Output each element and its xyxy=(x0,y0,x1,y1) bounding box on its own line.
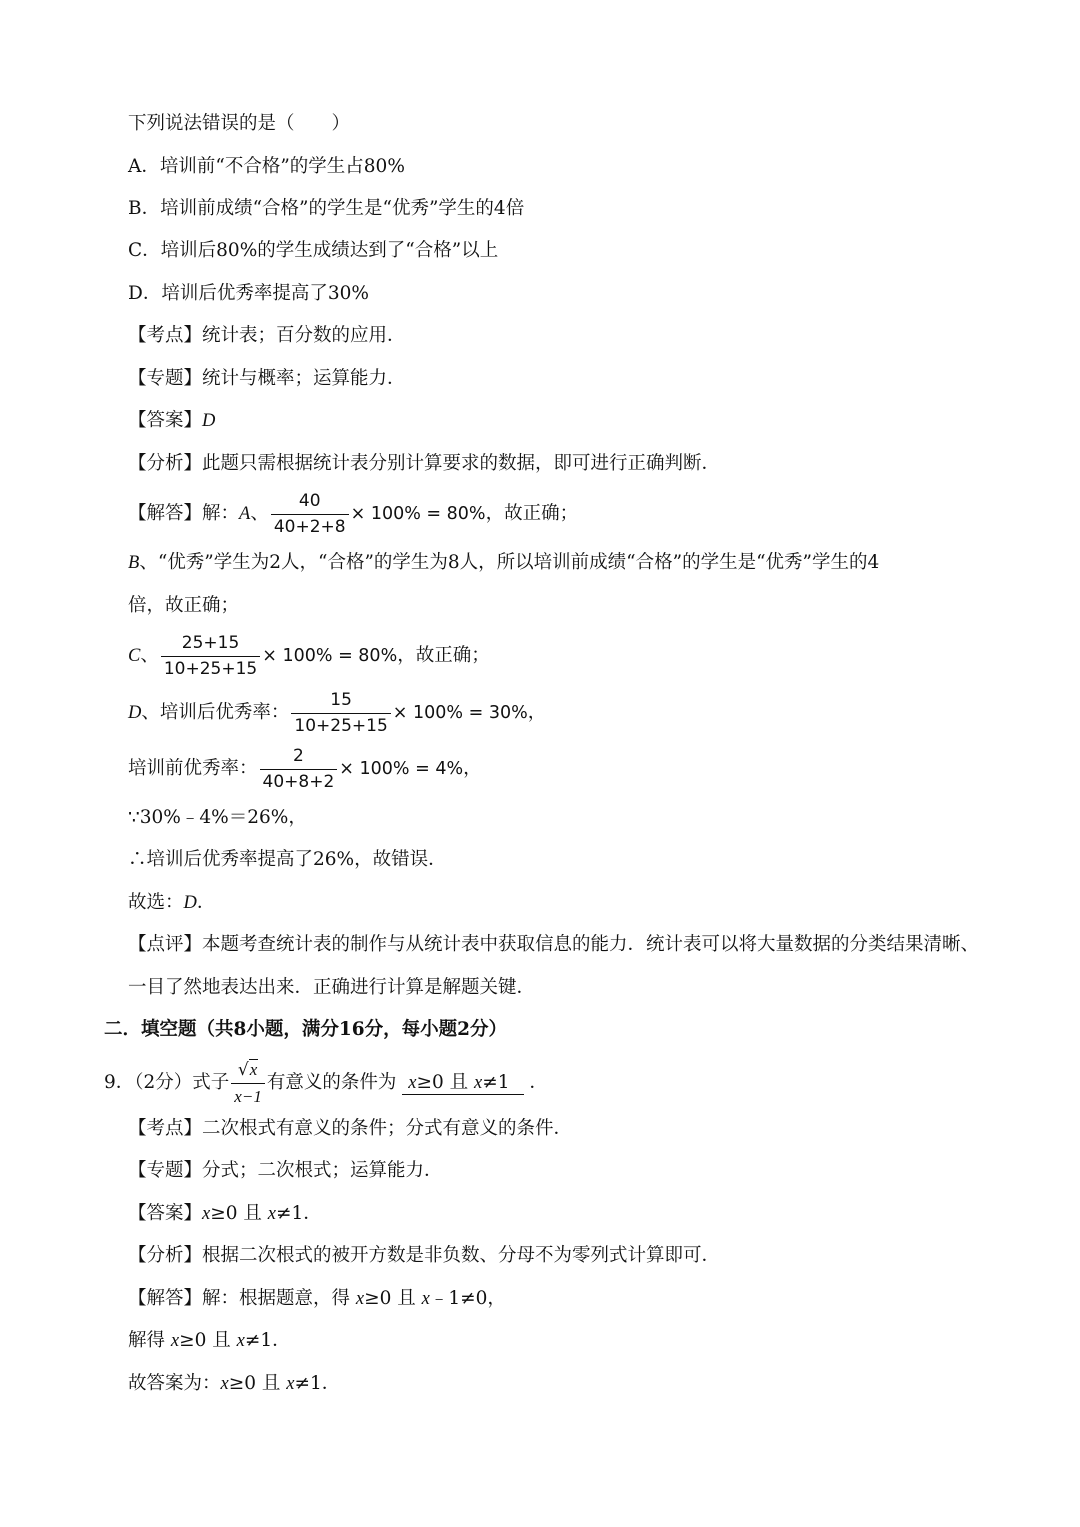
solution-a xyxy=(128,490,578,538)
variable: x xyxy=(236,1331,245,1351)
final-label: 故答案为： xyxy=(128,1373,221,1394)
punctuation: ， xyxy=(527,702,547,723)
solution xyxy=(128,1287,506,1311)
variable: x xyxy=(474,1073,483,1093)
solution-pre xyxy=(128,745,482,793)
answer xyxy=(128,409,215,433)
option-b: B．培训前成绩“合格”的学生是“优秀”学生的4倍 xyxy=(128,198,525,219)
solution-c xyxy=(128,632,490,680)
answer-label: 【答案】 xyxy=(128,1203,203,1224)
variable: x xyxy=(202,1204,211,1224)
solution-b-text: 、“优秀”学生为2人，“合格”的学生为8人，所以培训前成绩“合格”的学生是“优秀”学生的4 xyxy=(139,552,880,573)
therefore-line: ∴培训后优秀率提高了26%，故错误． xyxy=(128,849,447,870)
separator: 、 xyxy=(140,645,159,666)
solution-b-line2: 倍，故正确； xyxy=(128,595,240,616)
solution-text: ﹣1≠0， xyxy=(429,1288,506,1309)
answer-blank xyxy=(402,1072,523,1095)
conclusion: ，故正确； xyxy=(485,503,579,524)
analysis: 【分析】此题只需根据统计表分别计算要求的数据，即可进行正确判断． xyxy=(128,453,721,474)
punctuation: ， xyxy=(463,758,482,779)
answer-text: ≠1． xyxy=(276,1203,322,1224)
comment-line1: 【点评】本题考查统计表的制作与从统计表中获取信息的能力．统计表可以将大量数据的分类结果清晰、 xyxy=(128,934,980,955)
zhuanti: 【专题】分式；二次根式；运算能力． xyxy=(128,1160,443,1181)
answer-value: D xyxy=(202,411,216,431)
option-c: C．培训后80%的学生成绩达到了“合格”以上 xyxy=(128,240,499,261)
fraction-denominator: 40+2+8 xyxy=(273,516,346,537)
radicand: x xyxy=(249,1060,258,1079)
solved-text: ≥0 且 xyxy=(179,1330,237,1351)
kaodian: 【考点】统计表；百分数的应用． xyxy=(128,325,406,346)
solution-text: ≥0 且 xyxy=(364,1288,422,1309)
choose-label: 故选： xyxy=(128,892,184,913)
variable: x xyxy=(408,1073,417,1093)
var-a: A xyxy=(239,504,251,524)
solution-label: 【解答】解： xyxy=(128,503,240,524)
choose-value: D xyxy=(183,893,197,913)
sqrt-icon: √ xyxy=(237,1060,249,1080)
variable: x xyxy=(421,1289,430,1309)
variable: x xyxy=(267,1204,276,1224)
analysis: 【分析】根据二次根式的被开方数是非负数、分母不为零列式计算即可． xyxy=(128,1245,721,1266)
fraction-a xyxy=(271,491,349,538)
kaodian: 【考点】二次根式有意义的条件；分式有意义的条件． xyxy=(128,1118,573,1139)
fraction-numerator xyxy=(231,1059,265,1084)
answer-text: ≥0 且 xyxy=(210,1203,268,1224)
separator: 、 xyxy=(250,503,269,524)
solution-d xyxy=(128,689,546,737)
final-answer-line xyxy=(128,1372,340,1396)
option-d: D．培训后优秀率提高了30% xyxy=(128,283,369,304)
answer xyxy=(128,1202,322,1226)
fraction-denominator: 40+8+2 xyxy=(262,771,335,792)
solution-d-text: 、培训后优秀率： xyxy=(141,702,290,723)
section-title: 二．填空题（共8小题，满分16分，每小题2分） xyxy=(104,1019,507,1040)
fraction-pre xyxy=(260,746,338,793)
equation: × 100% = 4% xyxy=(339,759,464,779)
equation: × 100% = 30% xyxy=(392,703,528,723)
variable: x xyxy=(220,1374,229,1394)
var-b: B xyxy=(128,553,140,573)
fraction-denominator: 10+25+15 xyxy=(294,715,388,736)
question-suffix: 有意义的条件为 xyxy=(266,1072,397,1093)
period: ． xyxy=(529,1072,548,1093)
variable: x xyxy=(170,1331,180,1351)
equation: × 100% = 80% xyxy=(350,504,486,524)
option-a: A．培训前“不合格”的学生占80% xyxy=(128,156,405,177)
punctuation: ． xyxy=(196,892,216,913)
question-9-stem xyxy=(104,1057,548,1109)
comment-line2: 一目了然地表达出来．正确进行计算是解题关键． xyxy=(128,977,536,998)
final-text: ≠1． xyxy=(294,1373,341,1394)
solved-label: 解得 xyxy=(128,1330,171,1351)
fraction-numerator: 15 xyxy=(291,690,390,714)
answer-label: 【答案】 xyxy=(128,410,203,431)
equation: × 100% = 80% xyxy=(262,646,398,666)
variable: x xyxy=(286,1374,295,1394)
answer-text: ≥0 且 xyxy=(416,1072,474,1093)
conclusion: ，故正确； xyxy=(397,645,490,666)
fraction-numerator: 40 xyxy=(271,491,349,515)
fraction-d xyxy=(291,690,390,737)
var-c: C xyxy=(128,646,141,666)
zhuanti: 【专题】统计与概率；运算能力． xyxy=(128,368,406,389)
question-prefix: 9．（2分）式子 xyxy=(104,1072,230,1093)
fraction-sqrt xyxy=(231,1059,265,1107)
fraction-denominator: x−1 xyxy=(234,1087,262,1106)
because-line: ∵30%﹣4%＝26%， xyxy=(128,807,307,828)
answer-text: ≠1 xyxy=(482,1072,510,1093)
variable: x xyxy=(355,1289,365,1309)
solution-pre-text: 培训前优秀率： xyxy=(128,758,258,779)
solved-text: ≠1． xyxy=(244,1330,291,1351)
fraction-c xyxy=(161,633,260,680)
fraction-denominator: 10+25+15 xyxy=(163,658,258,679)
var-d: D xyxy=(128,703,142,723)
fraction-numerator: 25+15 xyxy=(161,633,260,657)
choose-line xyxy=(128,891,215,915)
solution-b-line1 xyxy=(128,551,879,575)
fraction-numerator: 2 xyxy=(260,746,338,770)
question-stem: 下列说法错误的是（ ） xyxy=(128,113,351,134)
solved-line xyxy=(128,1329,291,1353)
solution-label: 【解答】解：根据题意，得 xyxy=(128,1288,356,1309)
final-text: ≥0 且 xyxy=(228,1373,287,1394)
